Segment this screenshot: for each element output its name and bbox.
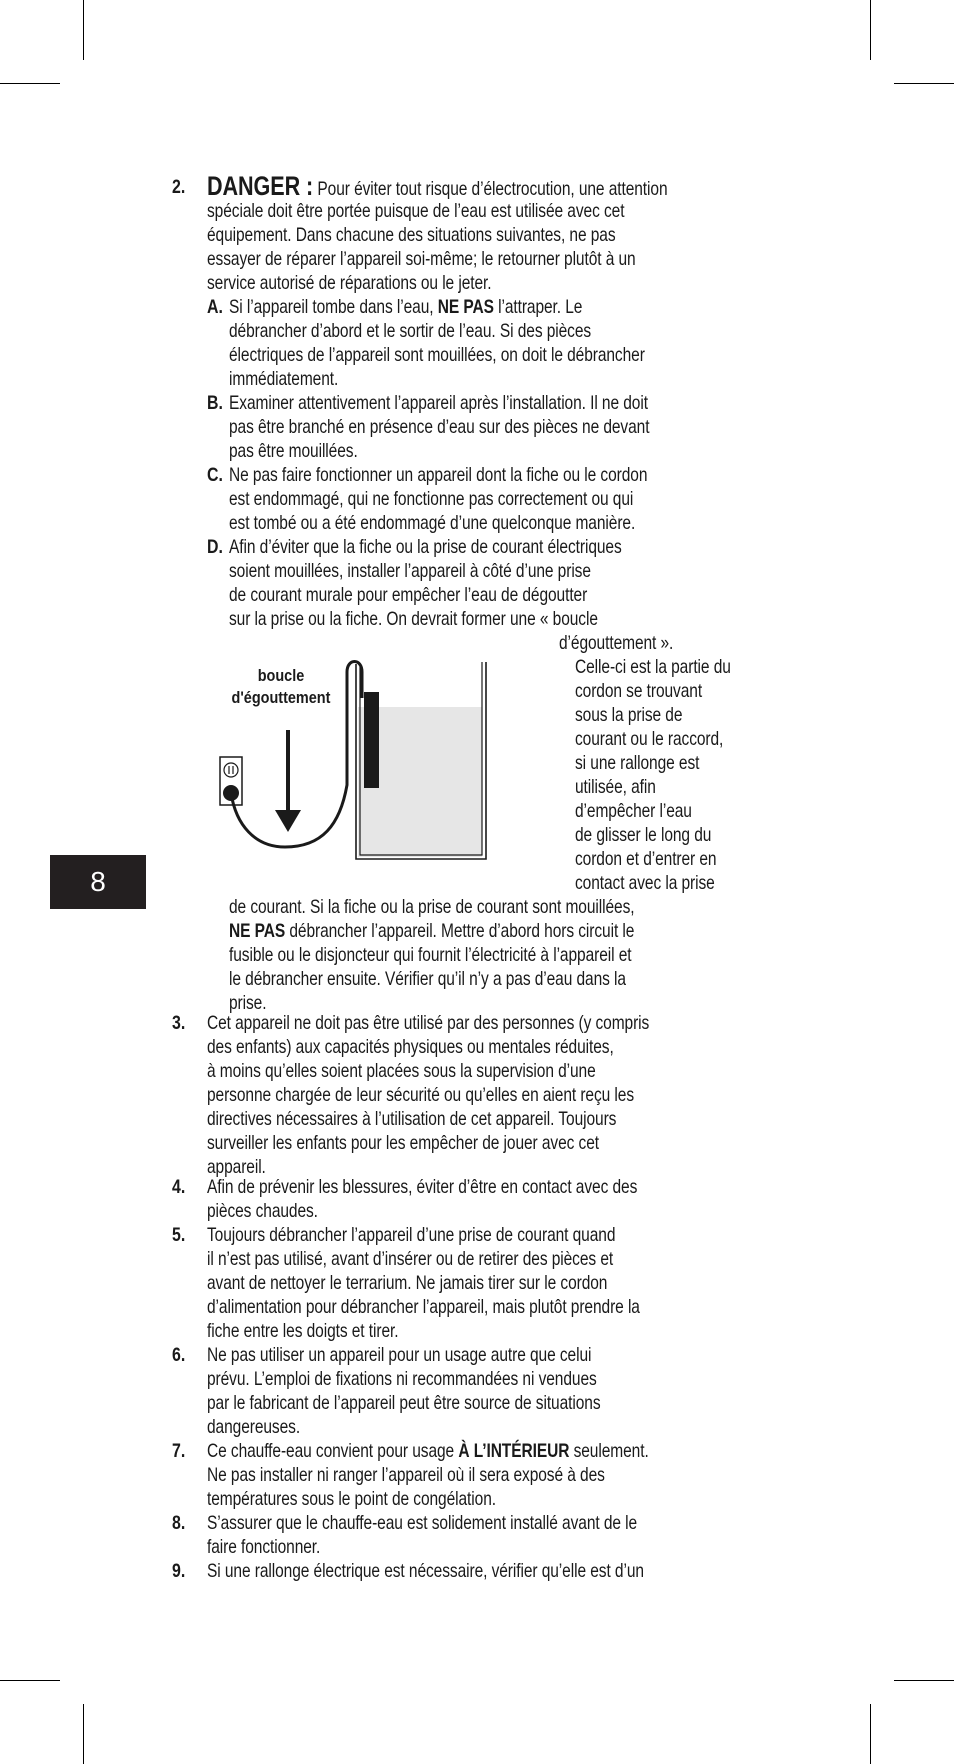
text-line: cordon et d’entrer en	[575, 848, 717, 870]
text-line: est endommagé, qui ne fonctionne pas correctement ou qui	[229, 488, 634, 510]
item-number: 3.	[172, 1012, 186, 1034]
text-line: sous la prise de	[575, 704, 683, 726]
text-line: prévu. L’emploi de fixations ni recommandées ni vendues	[207, 1368, 597, 1390]
item-number: 6.	[172, 1344, 186, 1366]
item-number: 9.	[172, 1560, 186, 1582]
text-line: Examiner attentivement l’appareil après l’installation. Il ne doit	[229, 392, 648, 414]
outlet-socket-icon	[224, 763, 238, 777]
item-number: 4.	[172, 1176, 186, 1198]
text-line: utilisée, afin	[575, 776, 656, 798]
bold-text: NE PAS	[229, 920, 286, 942]
text-line: essayer de réparer l’appareil soi-même; le retourner plutôt à un	[207, 248, 636, 270]
text-line: Si une rallonge électrique est nécessaire, vérifier qu’elle est d’un	[207, 1560, 644, 1582]
sub-item-label: B.	[207, 392, 223, 414]
text-span: débrancher l’appareil. Mettre d’abord hors circuit le	[289, 920, 635, 942]
text-line: courant ou le raccord,	[575, 728, 724, 750]
text-line: d’empêcher l’eau	[575, 800, 692, 822]
bold-text: À L’INTÉRIEUR	[458, 1440, 570, 1462]
text-line: débrancher d’abord et le sortir de l’eau. Si des pièces	[229, 320, 592, 342]
page-number: 8	[90, 866, 106, 897]
arrowhead-icon	[275, 810, 301, 832]
text-span: seulement.	[573, 1440, 649, 1462]
text-line: par le fabricant de l’appareil peut être source de situations	[207, 1392, 601, 1414]
bold-text: NE PAS	[437, 296, 494, 318]
sub-item-label: D.	[207, 536, 223, 558]
text-line: Pour éviter tout risque d’électrocution, une attention	[317, 178, 668, 200]
danger-label: DANGER :	[207, 171, 314, 201]
text-line: Ne pas installer ni ranger l’appareil où il sera exposé à des	[207, 1464, 605, 1486]
text-line: d’alimentation pour débrancher l’appareil, mais plutôt prendre la	[207, 1296, 640, 1318]
text-line: est tombé ou a été endommagé d’une quelconque manière.	[229, 512, 636, 534]
text-line: des enfants) aux capacités physiques ou mentales réduites,	[207, 1036, 614, 1058]
text-line: surveiller les enfants pour les empêcher de jouer avec cet	[207, 1132, 599, 1154]
text-line: de courant murale pour empêcher l’eau de dégoutter	[229, 584, 588, 606]
sub-item-label: C.	[207, 464, 223, 486]
drip-loop-diagram	[210, 650, 560, 870]
text-line: pièces chaudes.	[207, 1200, 318, 1222]
text-line: avant de nettoyer le terrarium. Ne jamais tirer sur le cordon	[207, 1272, 608, 1294]
text-line: S’assurer que le chauffe-eau est solidement installé avant de le	[207, 1512, 638, 1534]
item-number: 5.	[172, 1224, 186, 1246]
text-span: Ce chauffe-eau convient pour usage	[207, 1440, 455, 1462]
text-line: Celle-ci est la partie du	[575, 656, 731, 678]
text-line: le débrancher ensuite. Vérifier qu’il n’y a pas d’eau dans la	[229, 968, 626, 990]
text-line: directives nécessaires à l’utilisation de cet appareil. Toujours	[207, 1108, 617, 1130]
text-line: pas être mouillées.	[229, 440, 358, 462]
text-line: Afin de prévenir les blessures, éviter d’être en contact avec des	[207, 1176, 638, 1198]
text-line	[229, 919, 634, 943]
text-line: il n’est pas utilisé, avant d’insérer ou de retirer des pièces et	[207, 1248, 614, 1270]
item-number: 8.	[172, 1512, 186, 1534]
text-line: équipement. Dans chacune des situations suivantes, ne pas	[207, 224, 616, 246]
sub-item-label: A.	[207, 296, 223, 318]
text-line: soient mouillées, installer l’appareil à côté d’une prise	[229, 560, 591, 582]
text-line: d’égouttement ».	[559, 632, 674, 654]
text-line: service autorisé de réparations ou le jeter.	[207, 272, 492, 294]
text-line: pas être branché en présence d’eau sur des pièces ne devant	[229, 416, 650, 438]
text-line: à moins qu’elles soient placées sous la supervision d’une	[207, 1060, 596, 1082]
text-line: spéciale doit être portée puisque de l’eau est utilisée avec cet	[207, 200, 625, 222]
text-line: Toujours débrancher l’appareil d’une prise de courant quand	[207, 1224, 616, 1246]
item-number: 7.	[172, 1440, 186, 1462]
text-line: Ne pas utiliser un appareil pour un usage autre que celui	[207, 1344, 592, 1366]
text-line: fusible ou le disjoncteur qui fournit l’électricité à l’appareil et	[229, 944, 632, 966]
text-line: Afin d’éviter que la fiche ou la prise de courant électriques	[229, 536, 622, 558]
text-span: Si l’appareil tombe dans l’eau,	[229, 296, 434, 318]
text-line: températures sous le point de congélation.	[207, 1488, 496, 1510]
text-line: de courant. Si la fiche ou la prise de courant sont mouillées,	[229, 896, 635, 918]
text-line: fiche entre les doigts et tirer.	[207, 1320, 399, 1342]
text-line: dangereuses.	[207, 1416, 301, 1438]
text-line: personne chargée de leur sécurité ou qu’elles en aient reçu les	[207, 1084, 635, 1106]
figure-label-line2: d'égouttement	[231, 688, 331, 708]
text-line	[229, 295, 582, 319]
text-line: prise.	[229, 992, 267, 1014]
text-line: appareil.	[207, 1156, 266, 1178]
text-line: électriques de l’appareil sont mouillées, on doit le débrancher	[229, 344, 645, 366]
text-line: si une rallonge est	[575, 752, 700, 774]
text-line: sur la prise ou la fiche. On devrait former une « boucle	[229, 608, 598, 630]
text-line: de glisser le long du	[575, 824, 712, 846]
text-line: cordon se trouvant	[575, 680, 703, 702]
figure-label-line1: boucle	[257, 666, 305, 686]
heater-icon	[364, 692, 379, 788]
item-number: 2.	[172, 176, 186, 198]
text-line: contact avec la prise	[575, 872, 715, 894]
text-line: Ne pas faire fonctionner un appareil dont la fiche ou le cordon	[229, 464, 648, 486]
text-line	[207, 1439, 649, 1463]
text-line: immédiatement.	[229, 368, 339, 390]
text-line: Cet appareil ne doit pas être utilisé par des personnes (y compris	[207, 1012, 650, 1034]
text-line: faire fonctionner.	[207, 1536, 321, 1558]
text-span: l’attraper. Le	[498, 296, 583, 318]
